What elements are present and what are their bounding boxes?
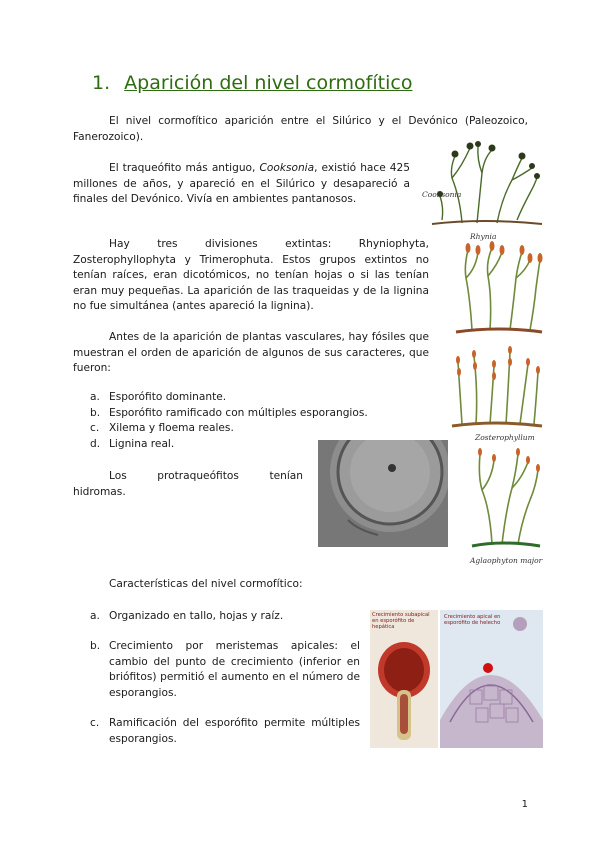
list-marker: a. bbox=[90, 610, 100, 622]
list-marker: a. bbox=[90, 391, 100, 403]
zosterophyllum-illustration bbox=[450, 342, 544, 430]
list-marker: c. bbox=[90, 422, 100, 434]
hepatic-sporophyte-micrograph bbox=[370, 610, 438, 748]
caption-micro-right: Crecimiento apical en esporófito de helecho bbox=[444, 614, 501, 626]
list-text: Esporófito dominante. bbox=[109, 391, 227, 403]
list-item bbox=[90, 639, 360, 701]
p2-part-a: El traqueófito más antiguo, bbox=[109, 162, 260, 174]
paragraph-divisions-text: Hay tres divisiones extintas: Rhyniophyta, Zosterophyllophyta y Trimerophuta. Estos grupos extintos no tenían raíces, eran dicotómicos, no tenían hojas o si las tenían eran muy pequeñas. La aparición de las traqueidas y de la lignina no fue simultánea (antes apareció la lignina). bbox=[73, 238, 429, 313]
list-marker: d. bbox=[90, 437, 101, 450]
list-text: Esporófito ramificado con múltiples esporangios. bbox=[109, 406, 368, 419]
list-text: Xilema y floema reales. bbox=[109, 422, 234, 434]
heading-number: 1. bbox=[92, 72, 111, 94]
caption-rhynia: Rhynia bbox=[470, 232, 497, 241]
caption-micro-left: Crecimiento subapical en esporófito de hepática bbox=[372, 612, 430, 630]
page-title bbox=[92, 72, 412, 94]
list-text: Organizado en tallo, hojas y raíz. bbox=[109, 610, 284, 622]
cooksonia-illustration bbox=[422, 138, 544, 230]
paragraph-features-heading bbox=[73, 577, 373, 593]
caption-aglaophyton: Aglaophyton major bbox=[470, 556, 543, 565]
list-item bbox=[90, 421, 420, 437]
list-item bbox=[90, 716, 360, 747]
list-text: Crecimiento por meristemas apicales: el cambio del punto de crecimiento (inferior en briófitos) permitió el aumento en el número de esporangios. bbox=[109, 640, 360, 699]
paragraph-hydroms bbox=[73, 469, 303, 500]
list-item bbox=[90, 406, 420, 422]
fern-apex-micrograph bbox=[440, 610, 543, 748]
caption-zosterophyllum: Zosterophyllum bbox=[475, 433, 535, 442]
page-number: 1 bbox=[521, 799, 528, 810]
list-text: Lignina real. bbox=[109, 437, 175, 450]
paragraph-divisions bbox=[73, 237, 429, 315]
paragraph-hydroms-text: Los protraqueófitos tenían hidromas. bbox=[73, 470, 303, 498]
caption-cooksonia: Cooksonia bbox=[422, 190, 462, 199]
paragraph-intro-text: El nivel cormofítico aparición entre el Silúrico y el Devónico (Paleozoico, Fanerozoico). bbox=[73, 115, 528, 143]
list-marker: c. bbox=[90, 717, 100, 729]
list-item bbox=[90, 390, 420, 406]
list-item bbox=[90, 609, 360, 625]
p2-part-b: , existió hace 425 millones de años, y apareció en el Silúrico y desapareció a finales del Devónico. Vivía en ambientes pantanosos. bbox=[73, 162, 410, 206]
list-text: Ramificación del esporófito permite múltiples esporangios. bbox=[109, 717, 360, 745]
heading-text: Aparición del nivel cormofítico bbox=[124, 72, 413, 94]
p2-cooksonia-italic: Cooksonia bbox=[259, 162, 315, 174]
hydroid-micrograph bbox=[318, 440, 448, 547]
paragraph-features-text: Características del nivel cormofítico: bbox=[109, 578, 303, 590]
rhynia-illustration bbox=[452, 238, 544, 338]
list-marker: b. bbox=[90, 640, 101, 652]
paragraph-fossils bbox=[73, 330, 429, 377]
list-marker: b. bbox=[90, 406, 101, 419]
paragraph-cooksonia bbox=[73, 161, 410, 208]
paragraph-fossils-text: Antes de la aparición de plantas vasculares, hay fósiles que muestran el orden de aparición de algunos de sus caracteres, que fueron: bbox=[73, 331, 429, 375]
aglaophyton-illustration bbox=[462, 440, 544, 550]
